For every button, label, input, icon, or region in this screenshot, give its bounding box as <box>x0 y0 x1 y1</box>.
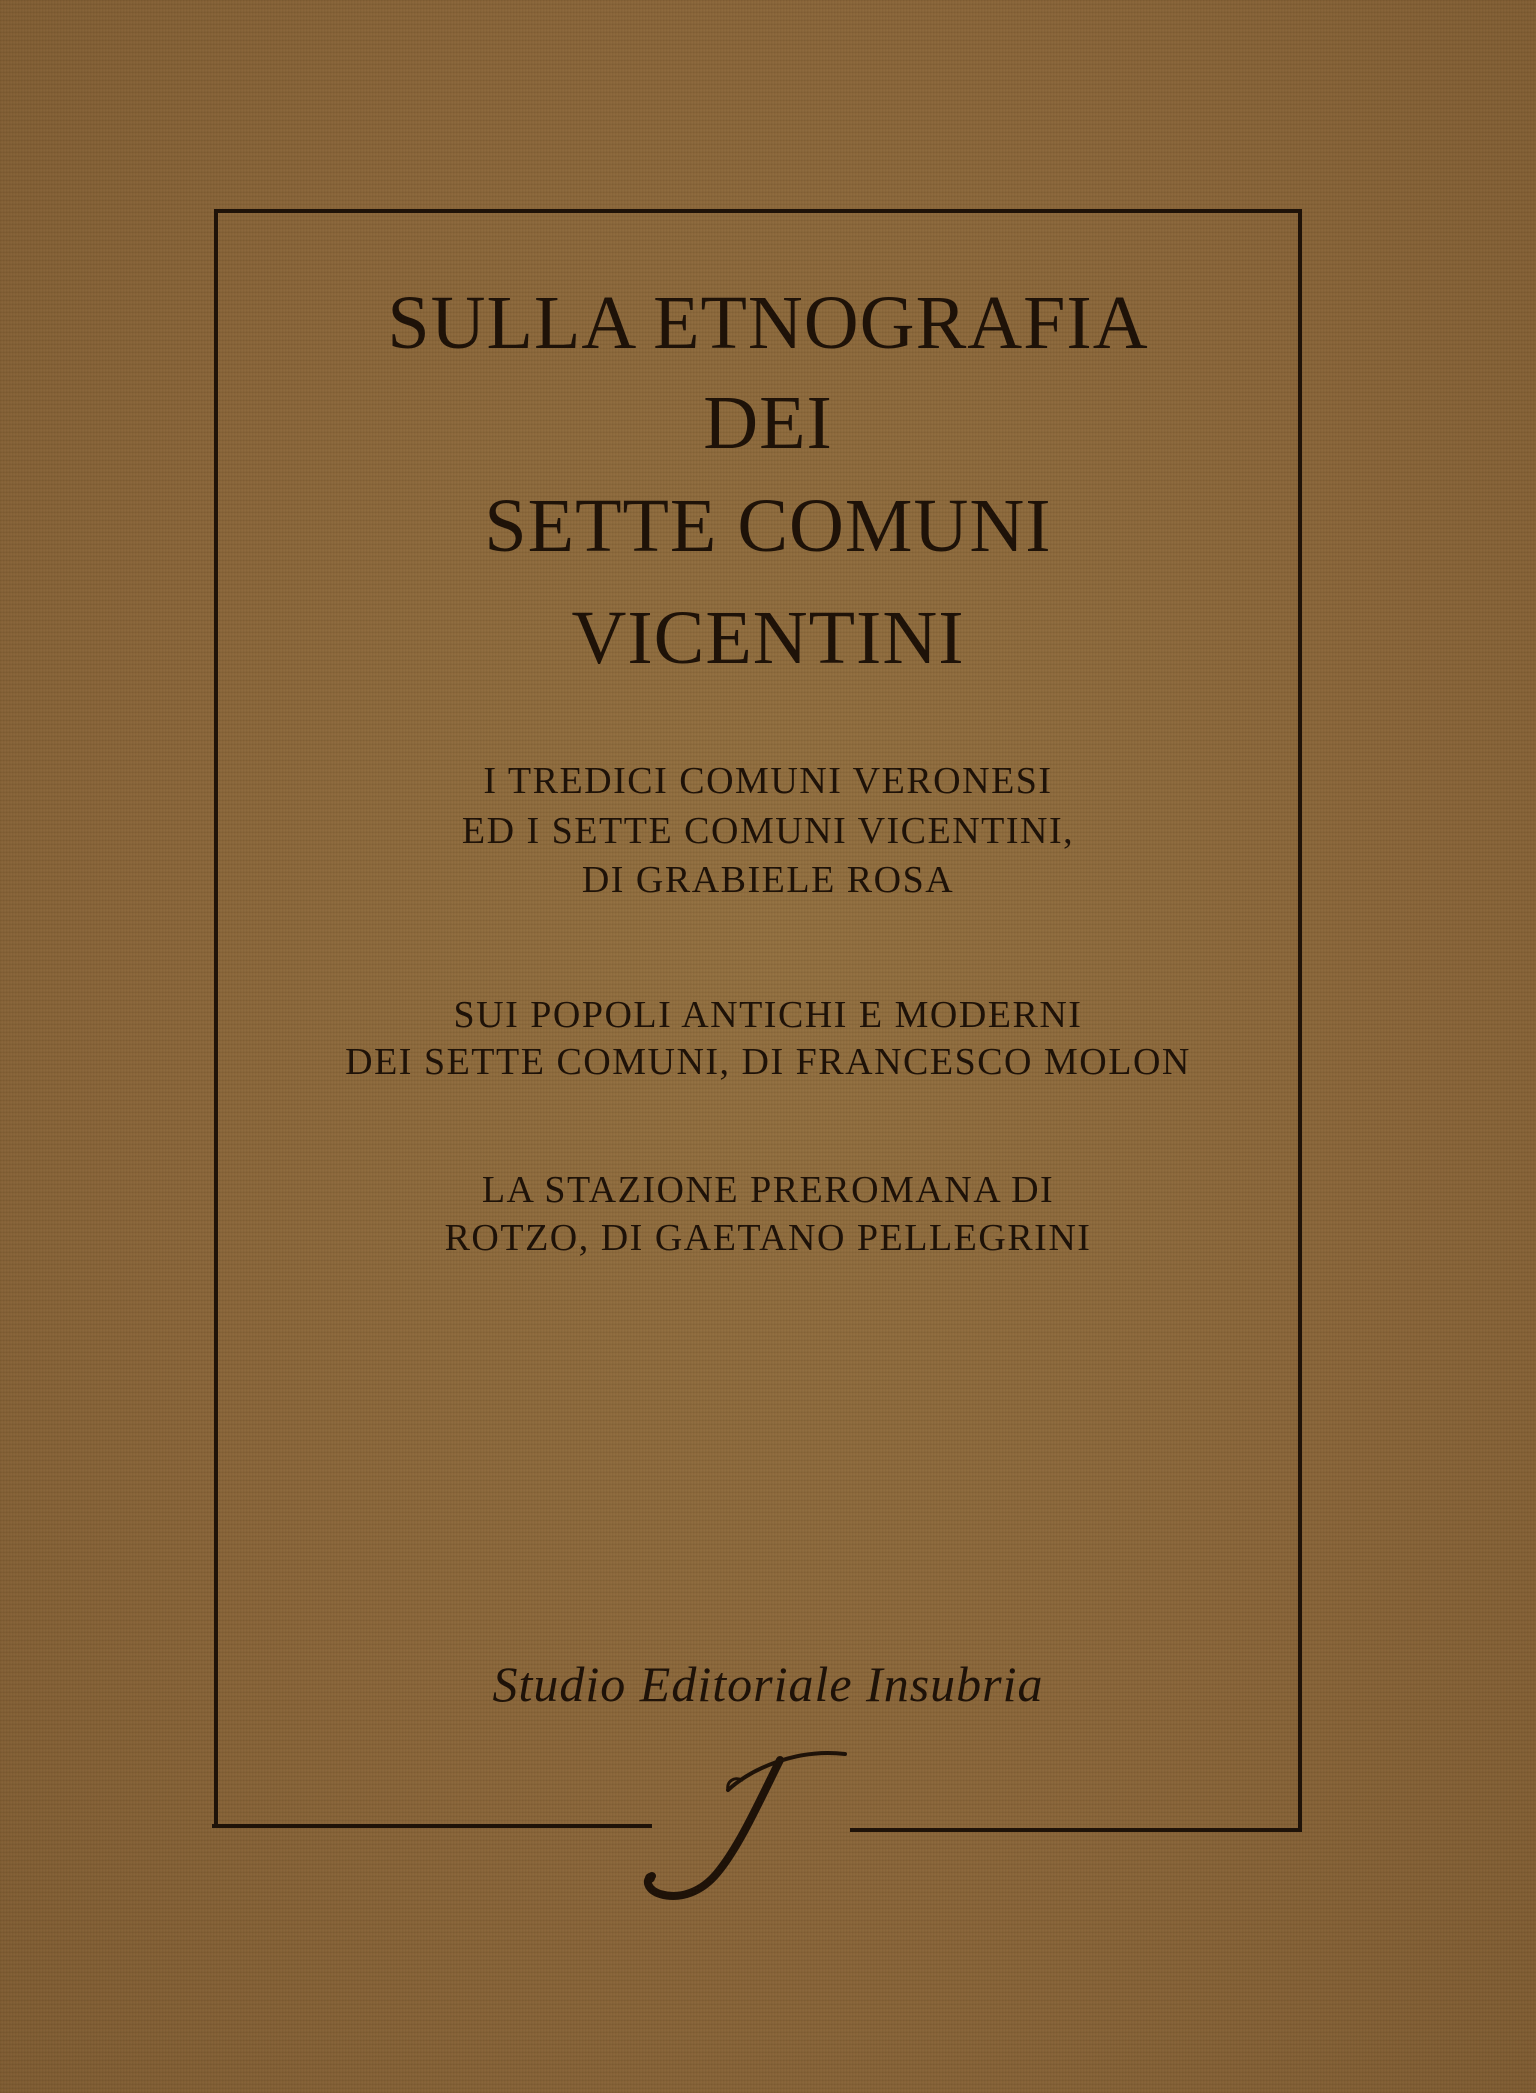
title-line-4: VICENTINI <box>571 596 965 680</box>
title-line-2: DEI <box>703 381 833 465</box>
contents-1-line-2: ED I SETTE COMUNI VICENTINI, <box>461 810 1075 852</box>
contents-1-line-3: DI GRABIELE ROSA <box>581 859 955 901</box>
contents-2-line-1: SUI POPOLI ANTICHI E MODERNI <box>453 994 1083 1036</box>
publisher-name: Studio Editoriale Insubria <box>492 1656 1044 1712</box>
contents-2-line-2: DEI SETTE COMUNI, DI FRANCESCO MOLON <box>345 1041 1191 1083</box>
contents-3-line-1: LA STAZIONE PREROMANA DI <box>481 1169 1055 1211</box>
publisher-monogram-logo <box>630 1740 870 1910</box>
contents-1-line-1: I TREDICI COMUNI VERONESI <box>483 760 1053 802</box>
title-line-3: SETTE COMUNI <box>484 484 1052 568</box>
contents-3-line-2: ROTZO, DI GAETANO PELLEGRINI <box>444 1217 1092 1259</box>
title-line-1: SULLA ETNOGRAFIA <box>387 281 1149 365</box>
